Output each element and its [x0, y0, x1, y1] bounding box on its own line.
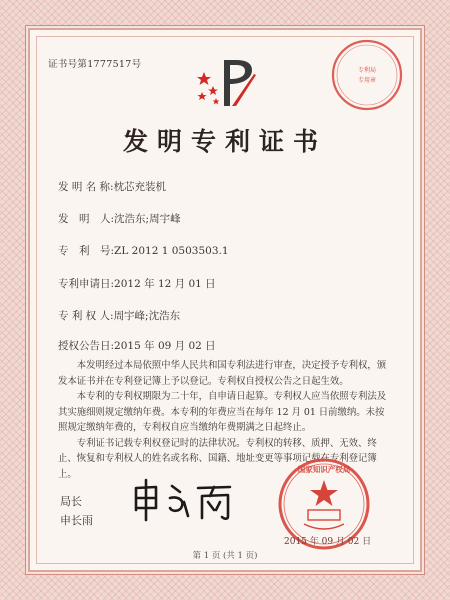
field-grant-date: [58, 338, 216, 353]
body-paragraph-2: 本专利的专利权期限为二十年，自申请日起算。专利权人应当依照专利法及其实施细则规定缴纳年费。本专利的年费应当在每年 12 月 01 日前缴纳。未按照规定缴纳年费的，专利权自应当缴纳年费期满之日起终止。: [58, 391, 387, 433]
patent-no-label: 专 利 号:: [58, 245, 115, 257]
inventor-value: 沈浩东;周宇峰: [114, 213, 181, 225]
grant-date-value: 2015 年 09 月 02 日: [114, 340, 216, 352]
cnipa-logo: [196, 54, 262, 110]
inventor-label: 发 明 人:: [58, 213, 115, 225]
patentee-value: 周宇峰;沈浩东: [113, 310, 181, 322]
page-title: 发明专利证书: [122, 127, 327, 156]
director-name: 申长雨: [60, 514, 93, 527]
grant-date-label: 授权公告日:: [58, 340, 115, 352]
field-patent-no: [58, 243, 229, 258]
svg-text:国家知识产权局: 国家知识产权局: [297, 465, 351, 474]
invention-name-value: 枕芯充装机: [113, 181, 167, 193]
filing-date-label: 专利申请日:: [58, 278, 115, 290]
invention-name-label: 发 明 名 称:: [58, 181, 114, 193]
field-filing-date: [58, 276, 216, 291]
body-paragraph-3: 专利证书记载专利权登记时的法律状况。专利权的转移、质押、无效、终止、恢复和专利权人的姓名或名称、国籍、地址变更等事项记载在专利登记簿上。: [58, 437, 377, 480]
director-title: 局长: [60, 495, 82, 508]
certificate-number: 证书号第1777517号: [48, 59, 142, 70]
field-patentee: [58, 308, 180, 323]
svg-text:专利局: 专利局: [357, 67, 377, 74]
field-invention-name: [58, 179, 166, 194]
filing-date-value: 2012 年 12 月 01 日: [114, 278, 216, 290]
seal-top-right: [330, 38, 404, 112]
patentee-label: 专 利 权 人:: [58, 310, 114, 322]
patent-no-value: ZL 2012 1 0503503.1: [114, 245, 229, 257]
page-number: 第 1 页 (共 1 页): [192, 551, 258, 561]
field-inventor: [58, 211, 181, 226]
body-paragraph-1: 本发明经过本局依照中华人民共和国专利法进行审查，决定授予专利权，颁发本证书并在专利登记簿上予以登记。专利权自授权公告之日起生效。: [58, 360, 387, 387]
svg-text:专用章: 专用章: [357, 77, 377, 84]
seal-date: 2015 年 09 月 02 日: [284, 537, 372, 547]
director-signature: [130, 476, 240, 524]
